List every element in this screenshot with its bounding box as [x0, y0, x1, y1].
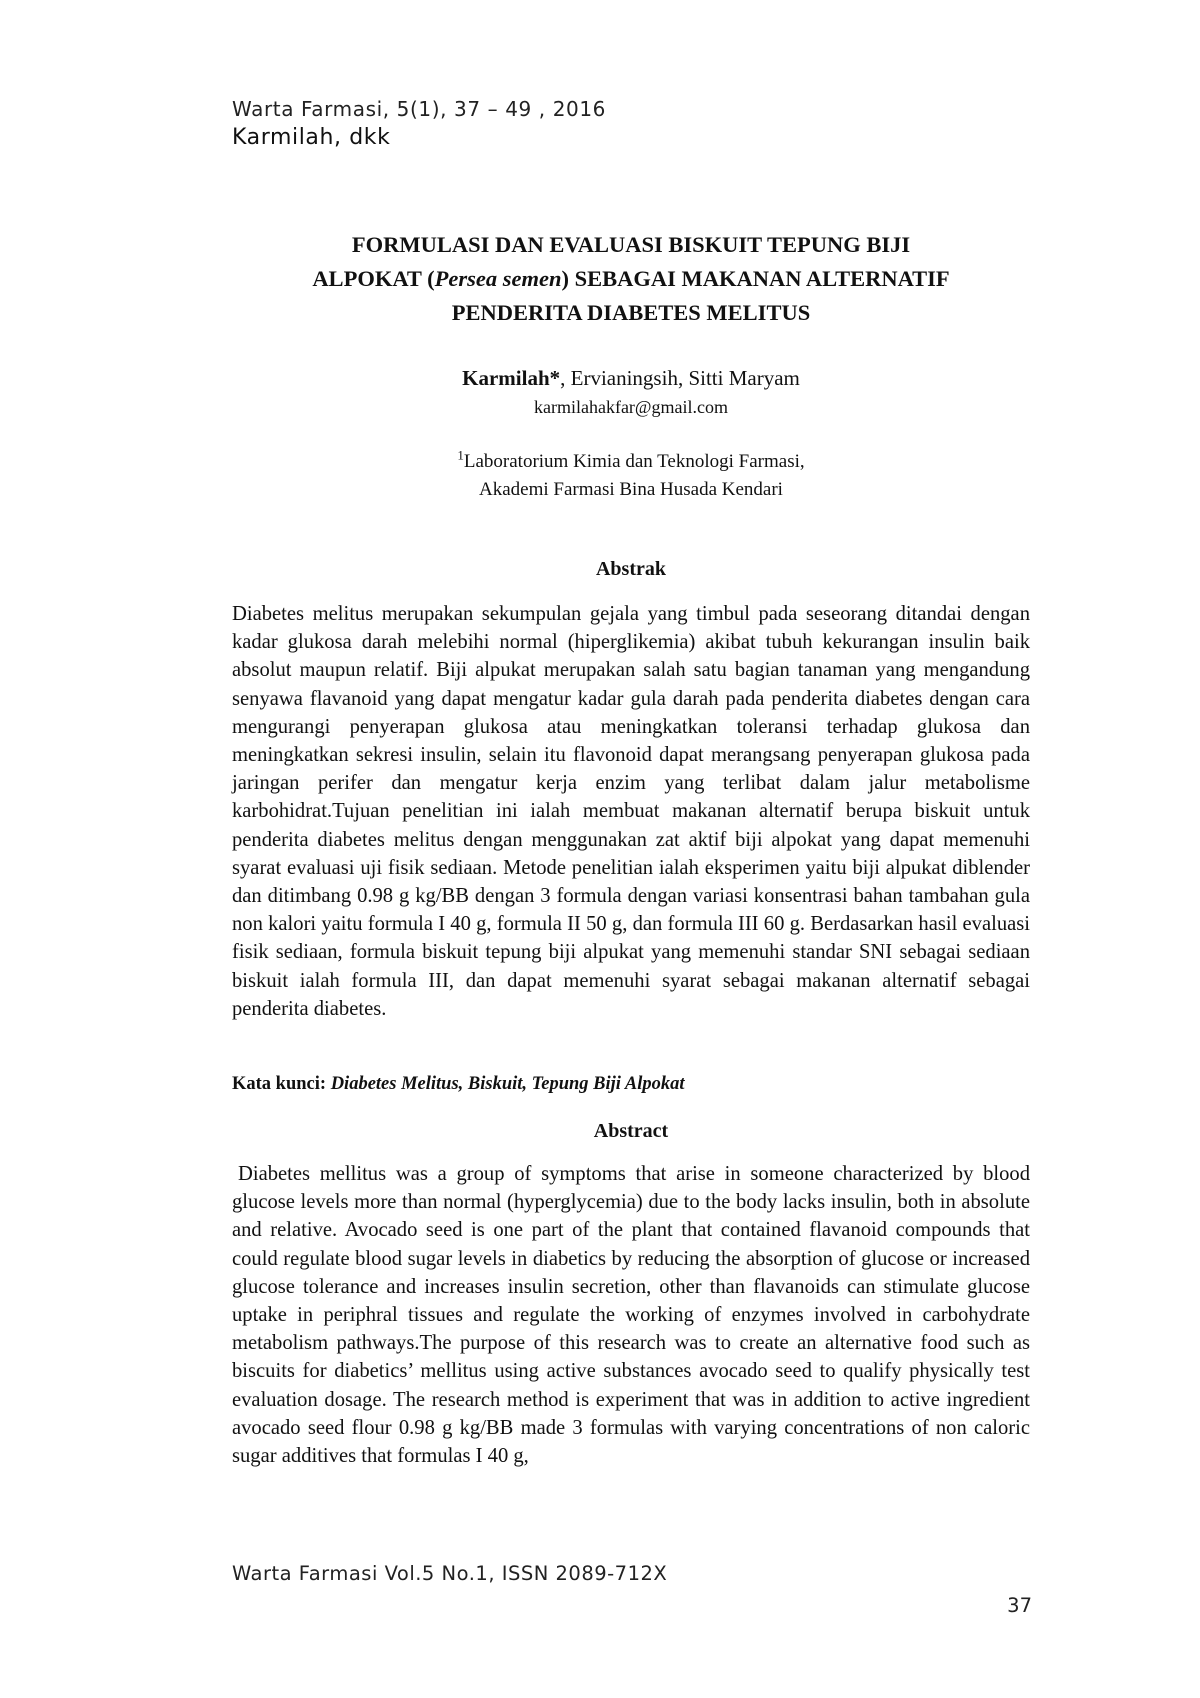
keywords [232, 1072, 1032, 1096]
page-number: 37 [1007, 1594, 1032, 1617]
keywords-label: Kata kunci: [232, 1074, 327, 1094]
lead-author: Karmilah* [462, 366, 561, 390]
title-species-italic: Persea semen [434, 266, 562, 291]
co-authors: , Ervianingsih, Sitti Maryam [560, 366, 800, 390]
abstract-heading: Abstract [593, 1120, 669, 1142]
paper-title [232, 228, 1030, 330]
title-line-3: PENDERITA DIABETES MELITUS [451, 300, 811, 325]
abstrak-body: Diabetes melitus merupakan sekumpulan gejala yang timbul pada seseorang ditandai dengan kadar glukosa darah melebihi normal (hiperglikemia) akibat tubuh kekurangan insulin baik absolut maupun relatif. Biji alpukat merupakan salah satu bagian tanaman yang mengandung senyawa flavanoid yang dapat mengatur kadar gula darah pada penderita diabetes dengan cara mengurangi penyerapan glukosa atau meningkatkan toleransi terhadap glukosa dan meningkatkan sekresi insulin, selain itu flavonoid dapat merangsang penyerapan glukosa pada jaringan perifer dan mengatur kerja enzim yang terlibat dalam jalur metabolisme karbohidrat.Tujuan penelitian ini ialah membuat makanan alternatif berupa biskuit untuk penderita diabetes melitus dengan menggunakan zat aktif biji alpokat yang dapat memenuhi syarat evaluasi uji fisik sediaan. Metode penelitian ialah eksperimen yaitu biji alpukat diblender dan ditimbang 0.98 g kg/BB dengan 3 formula dengan variasi konsentrasi bahan tambahan gula non kalori yaitu formula I 40 g, formula II 50 g, dan formula III 60 g. Berdasarkan hasil evaluasi fisik sediaan, formula biskuit tepung biji alpukat yang memenuhi standar SNI sebagai sediaan biskuit ialah formula III, dan dapat memenuhi syarat sebagai makanan alternatif sebagai penderita diabetes. [232, 603, 1030, 1020]
page-header [232, 96, 1032, 152]
running-author: Karmilah, dkk [232, 125, 391, 150]
affiliation-line-1: $^1$Laboratorium Kimia dan Teknologi Farmasi, [457, 447, 805, 472]
footer-journal-info: Warta Farmasi Vol.5 No.1, ISSN 2089-712X [232, 1562, 668, 1585]
affiliation-line-2: Akademi Farmasi Bina Husada Kendari [479, 479, 783, 500]
author-list [232, 364, 1030, 392]
abstrak-heading: Abstrak [595, 558, 666, 580]
affiliation [232, 448, 1030, 504]
affiliation-superscript: 1 [457, 447, 464, 463]
keywords-values: Diabetes Melitus, Biskuit, Tepung Biji Alpokat [330, 1074, 685, 1094]
title-line-2: ALPOKAT (Persea semen) SEBAGAI MAKANAN ALTERNATIF [312, 266, 950, 291]
abstract-body: Diabetes mellitus was a group of symptoms that arise in someone characterized by blood glucose levels more than normal (hyperglycemia) due to the body lacks insulin, both in absolute and relative. Avocado seed is one part of the plant that contained flavanoid compounds that could regulate blood sugar levels in diabetics by reducing the absorption of glucose or increased glucose tolerance and increases insulin secretion, other than flavanoids can stimulate glucose uptake in periphral tissues and regulate the working of enzymes involved in carbohydrate metabolism pathways.The purpose of this research was to create an alternative food such as biscuits for diabetics’ mellitus using active substances avocado seed to qualify physically test evaluation dosage. The research method is experiment that was in addition to active ingredient avocado seed flour 0.98 g kg/BB made 3 formulas with varying concentrations of non caloric sugar additives that formulas I 40 g, [232, 1163, 1030, 1468]
author-email: karmilahakfar@gmail.com [533, 397, 728, 417]
journal-reference: Warta Farmasi, 5(1), 37 – 49 , 2016 [232, 97, 607, 121]
title-line-1: FORMULASI DAN EVALUASI BISKUIT TEPUNG BIJI [351, 232, 911, 257]
